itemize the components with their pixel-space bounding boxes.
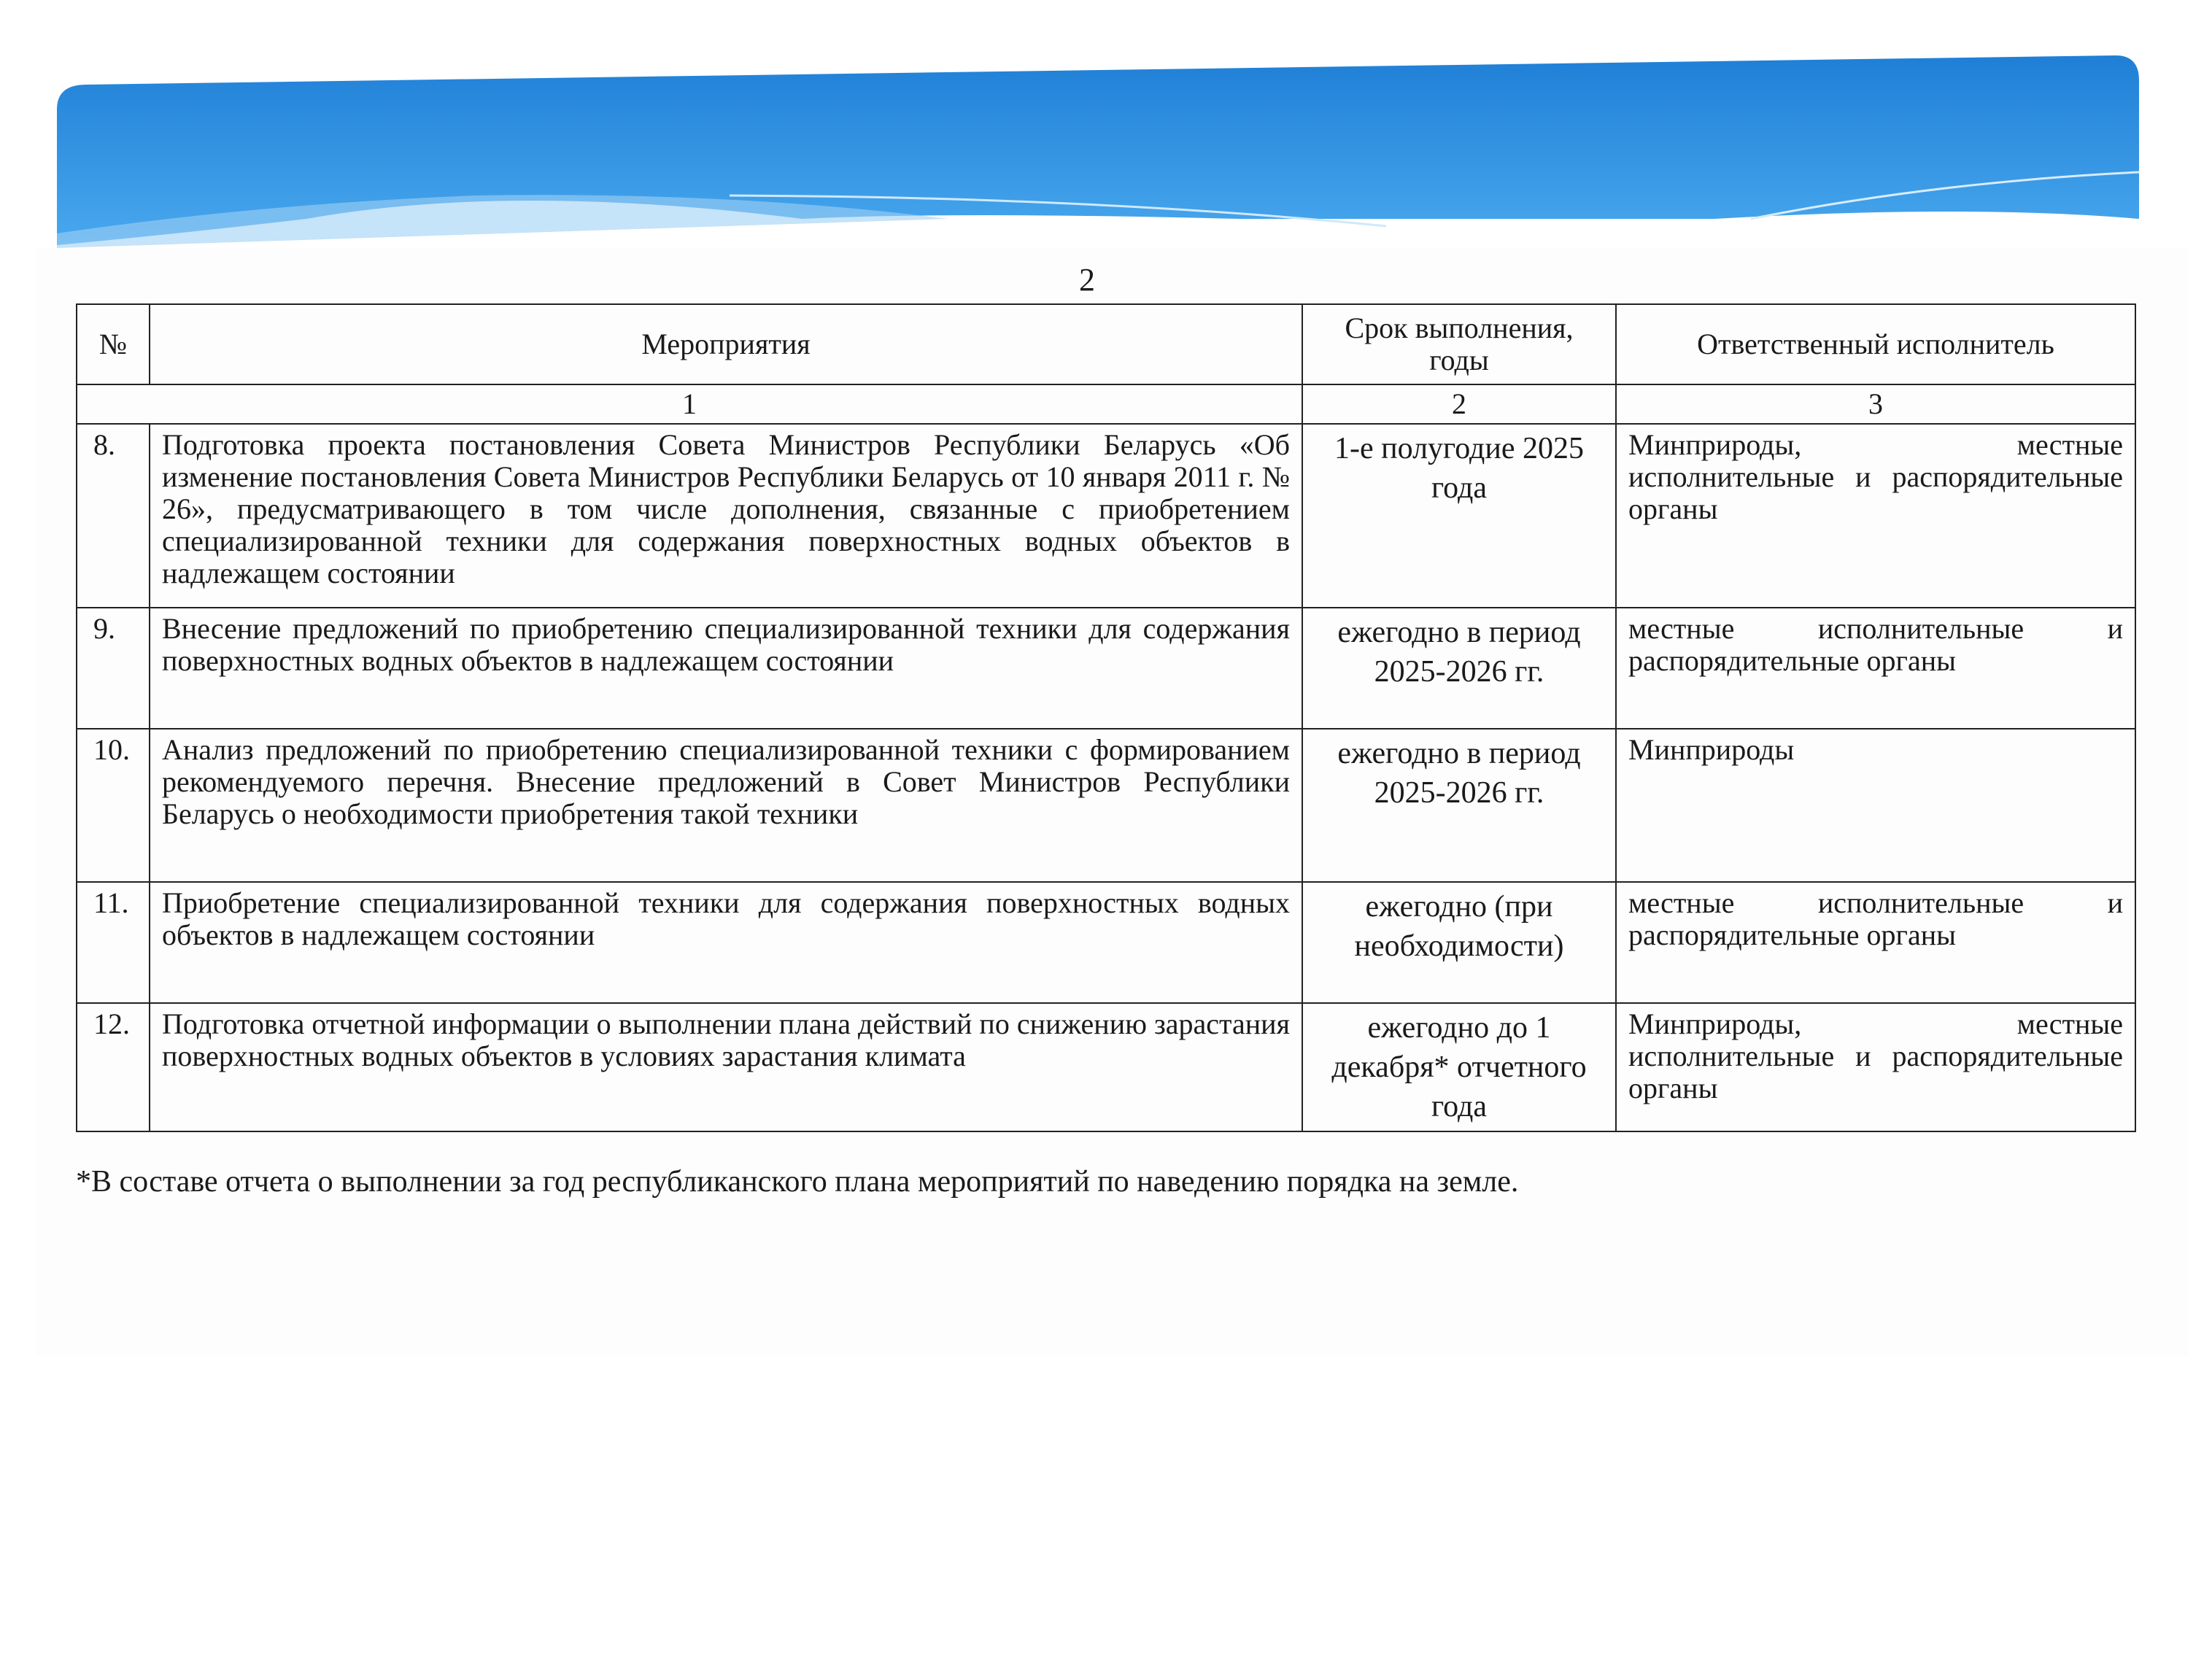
column-number-1: 1 xyxy=(77,384,1302,424)
column-number-3: 3 xyxy=(1616,384,2135,424)
column-number-row xyxy=(77,384,2135,424)
footnote: *В составе отчета о выполнении за год республиканского плана мероприятий по наведению порядка на земле. xyxy=(76,1165,1519,1199)
row-responsible: Минприроды, местные исполнительные и распорядительные органы xyxy=(1616,424,2135,608)
table-row xyxy=(77,424,2135,608)
table-row xyxy=(77,882,2135,1003)
row-activity: Внесение предложений по приобретению специализированной техники для содержания поверхностных водных объектов в надлежащем состоянии xyxy=(150,608,1302,729)
header-activity: Мероприятия xyxy=(150,304,1302,384)
row-activity: Анализ предложений по приобретению специализированной техники с формированием рекомендуемого перечня. Внесение предложений в Совет Министров Республики Беларусь о необходимости приобретения такой техники xyxy=(150,729,1302,882)
row-activity: Подготовка отчетной информации о выполнении плана действий по снижению зарастания поверхностных водных объектов в условиях зарастания климата xyxy=(150,1003,1302,1131)
row-number: 9. xyxy=(77,608,150,729)
table-row xyxy=(77,608,2135,729)
row-term: ежегодно (при необходимости) xyxy=(1302,882,1616,1003)
row-responsible: местные исполнительные и распорядительные органы xyxy=(1616,608,2135,729)
table-row xyxy=(77,1003,2135,1131)
row-number: 11. xyxy=(77,882,150,1003)
row-term: 1-е полугодие 2025 года xyxy=(1302,424,1616,608)
row-activity: Подготовка проекта постановления Совета Министров Республики Беларусь «Об изменение постановления Совета Министров Республики Беларусь от 10 января 2011 г. № 26», предусматривающего в том числе дополнения, связанные с приобретением специализированной техники для содержания поверхностных водных объектов в надлежащем состоянии xyxy=(150,424,1302,608)
header-responsible: Ответственный исполнитель xyxy=(1616,304,2135,384)
row-number: 12. xyxy=(77,1003,150,1131)
row-term: ежегодно в период 2025-2026 гг. xyxy=(1302,729,1616,882)
page-number: 2 xyxy=(1079,262,1095,298)
table-row xyxy=(77,729,2135,882)
row-term: ежегодно до 1 декабря* отчетного года xyxy=(1302,1003,1616,1131)
table-header-row xyxy=(77,304,2135,384)
row-responsible: местные исполнительные и распорядительные органы xyxy=(1616,882,2135,1003)
row-activity: Приобретение специализированной техники для содержания поверхностных водных объектов в надлежащем состоянии xyxy=(150,882,1302,1003)
column-number-2: 2 xyxy=(1302,384,1616,424)
row-number: 10. xyxy=(77,729,150,882)
row-term: ежегодно в период 2025-2026 гг. xyxy=(1302,608,1616,729)
header-term: Срок выполнения, годы xyxy=(1302,304,1616,384)
header-num: № xyxy=(77,304,150,384)
action-plan-table xyxy=(76,303,2136,1132)
header-banner xyxy=(0,0,2212,263)
row-responsible: Минприроды, местные исполнительные и распорядительные органы xyxy=(1616,1003,2135,1131)
row-number: 8. xyxy=(77,424,150,608)
row-responsible: Минприроды xyxy=(1616,729,2135,882)
